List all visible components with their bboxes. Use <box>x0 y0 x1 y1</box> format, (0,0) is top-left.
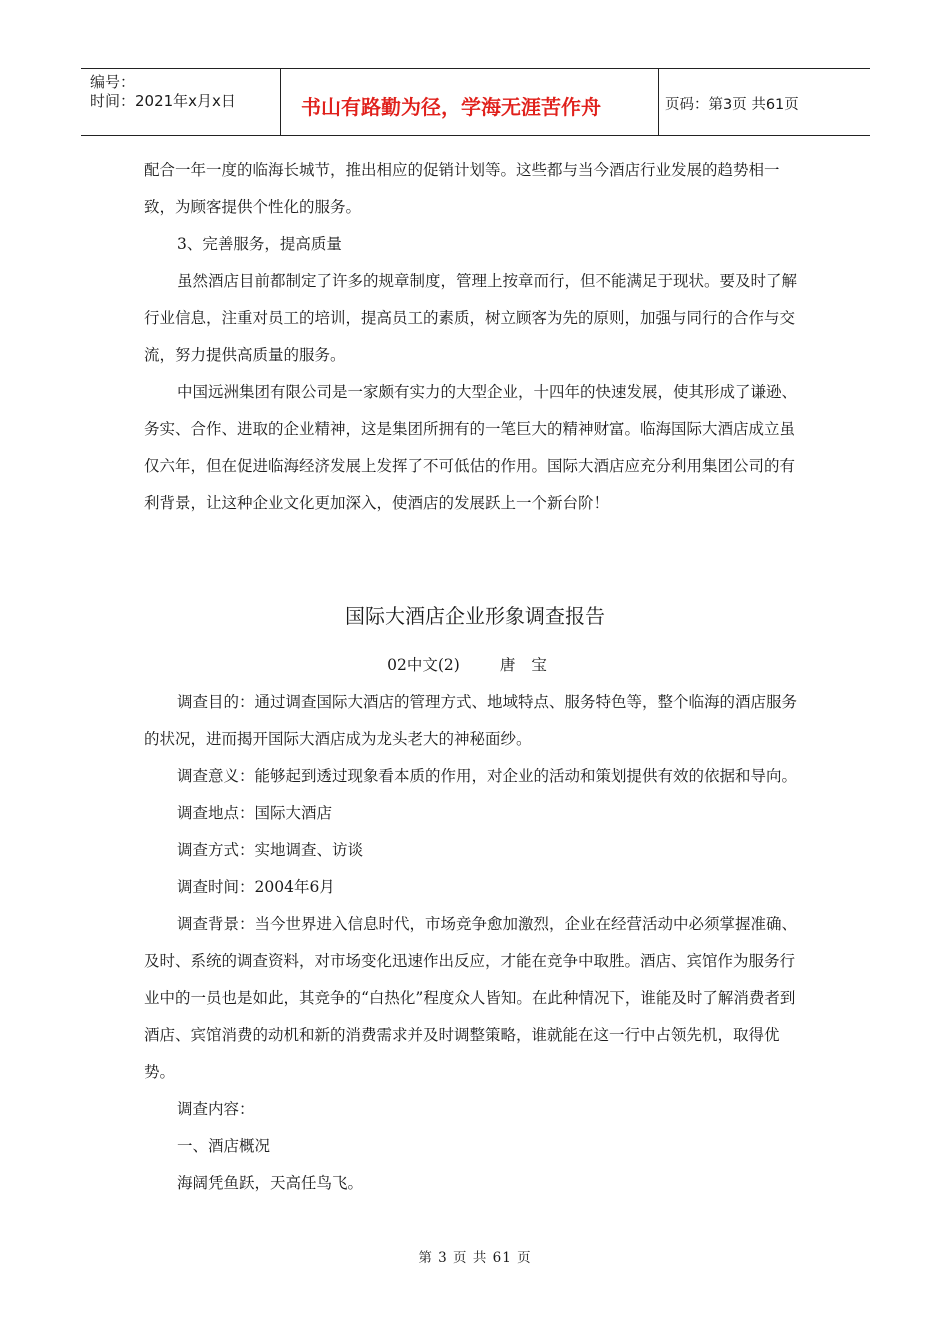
paragraph: 调查意义：能够起到透过现象看本质的作用，对企业的活动和策划提供有效的依据和导向。 <box>177 767 798 785</box>
paragraph: 调查时间：2004年6月 <box>177 878 335 896</box>
section-continued-text <box>144 152 810 522</box>
report-title: 国际大酒店企业形象调查报告 <box>345 604 605 628</box>
page-header <box>81 68 870 136</box>
page-footer: 第 3 页 共 61 页 <box>418 1250 532 1266</box>
paragraph: 调查地点：国际大酒店 <box>177 804 333 822</box>
paragraph: 调查方式：实地调查、访谈 <box>177 841 364 859</box>
paragraph: 中国远洲集团有限公司是一家颇有实力的大型企业，十四年的快速发展，使其形成了谦逊、务实、合作、进取的企业精神，这是集团所拥有的一笔巨大的精神财富。临海国际大酒店成立虽仅六年，但在促进临海经济发展上发挥了不可低估的作用。国际大酒店应充分利用集团公司的有利背景，让这种企业文化更加深入，使酒店的发展跃上一个新台阶！ <box>144 383 798 512</box>
paragraph: 调查内容： <box>177 1100 255 1118</box>
subheading: 3、完善服务，提高质量 <box>177 235 342 253</box>
author-name: 唐宝 <box>499 656 563 674</box>
paragraph: 调查背景：当今世界进入信息时代，市场竞争愈加激烈，企业在经营活动中必须掌握准确、及时、系统的调查资料，对市场变化迅速作出反应，才能在竞争中取胜。酒店、宾馆作为服务行业中的一员也是如此，其竞争的“白热化”程度众人皆知。在此种情况下，谁能及时了解消费者到酒店、宾馆消费的动机和新的消费需求并及时调整策略，谁就能在这一行中占领先机，取得优势。 <box>144 915 798 1081</box>
paragraph: 调查目的：通过调查国际大酒店的管理方式、地域特点、服务特色等，整个临海的酒店服务的状况，进而揭开国际大酒店成为龙头老大的神秘面纱。 <box>144 693 798 748</box>
header-page-cell <box>659 69 870 135</box>
paragraph: 配合一年一度的临海长城节，推出相应的促销计划等。这些都与当今酒店行业发展的趋势相一致，为顾客提供个性化的服务。 <box>144 161 780 216</box>
report-byline <box>0 653 950 675</box>
number-label: 编号： <box>90 73 136 91</box>
date-line: 时间：2021年x月x日 <box>90 92 236 110</box>
header-meta-cell <box>81 69 281 135</box>
class-label: 02中文(2) <box>387 656 460 674</box>
subheading: 一、酒店概况 <box>177 1137 271 1155</box>
paragraph: 海阔凭鱼跃，天高任鸟飞。 <box>177 1174 364 1192</box>
motto-text: 书山有路勤为径，学海无涯苦作舟 <box>301 95 601 119</box>
page-info: 页码：第3页 共61页 <box>665 97 799 113</box>
report-body <box>144 684 810 1202</box>
paragraph: 虽然酒店目前都制定了许多的规章制度，管理上按章而行，但不能满足于现状。要及时了解行业信息，注重对员工的培训，提高员工的素质，树立顾客为先的原则，加强与同行的合作与交流，努力提供高质量的服务。 <box>144 272 798 364</box>
header-motto-cell <box>281 69 659 135</box>
